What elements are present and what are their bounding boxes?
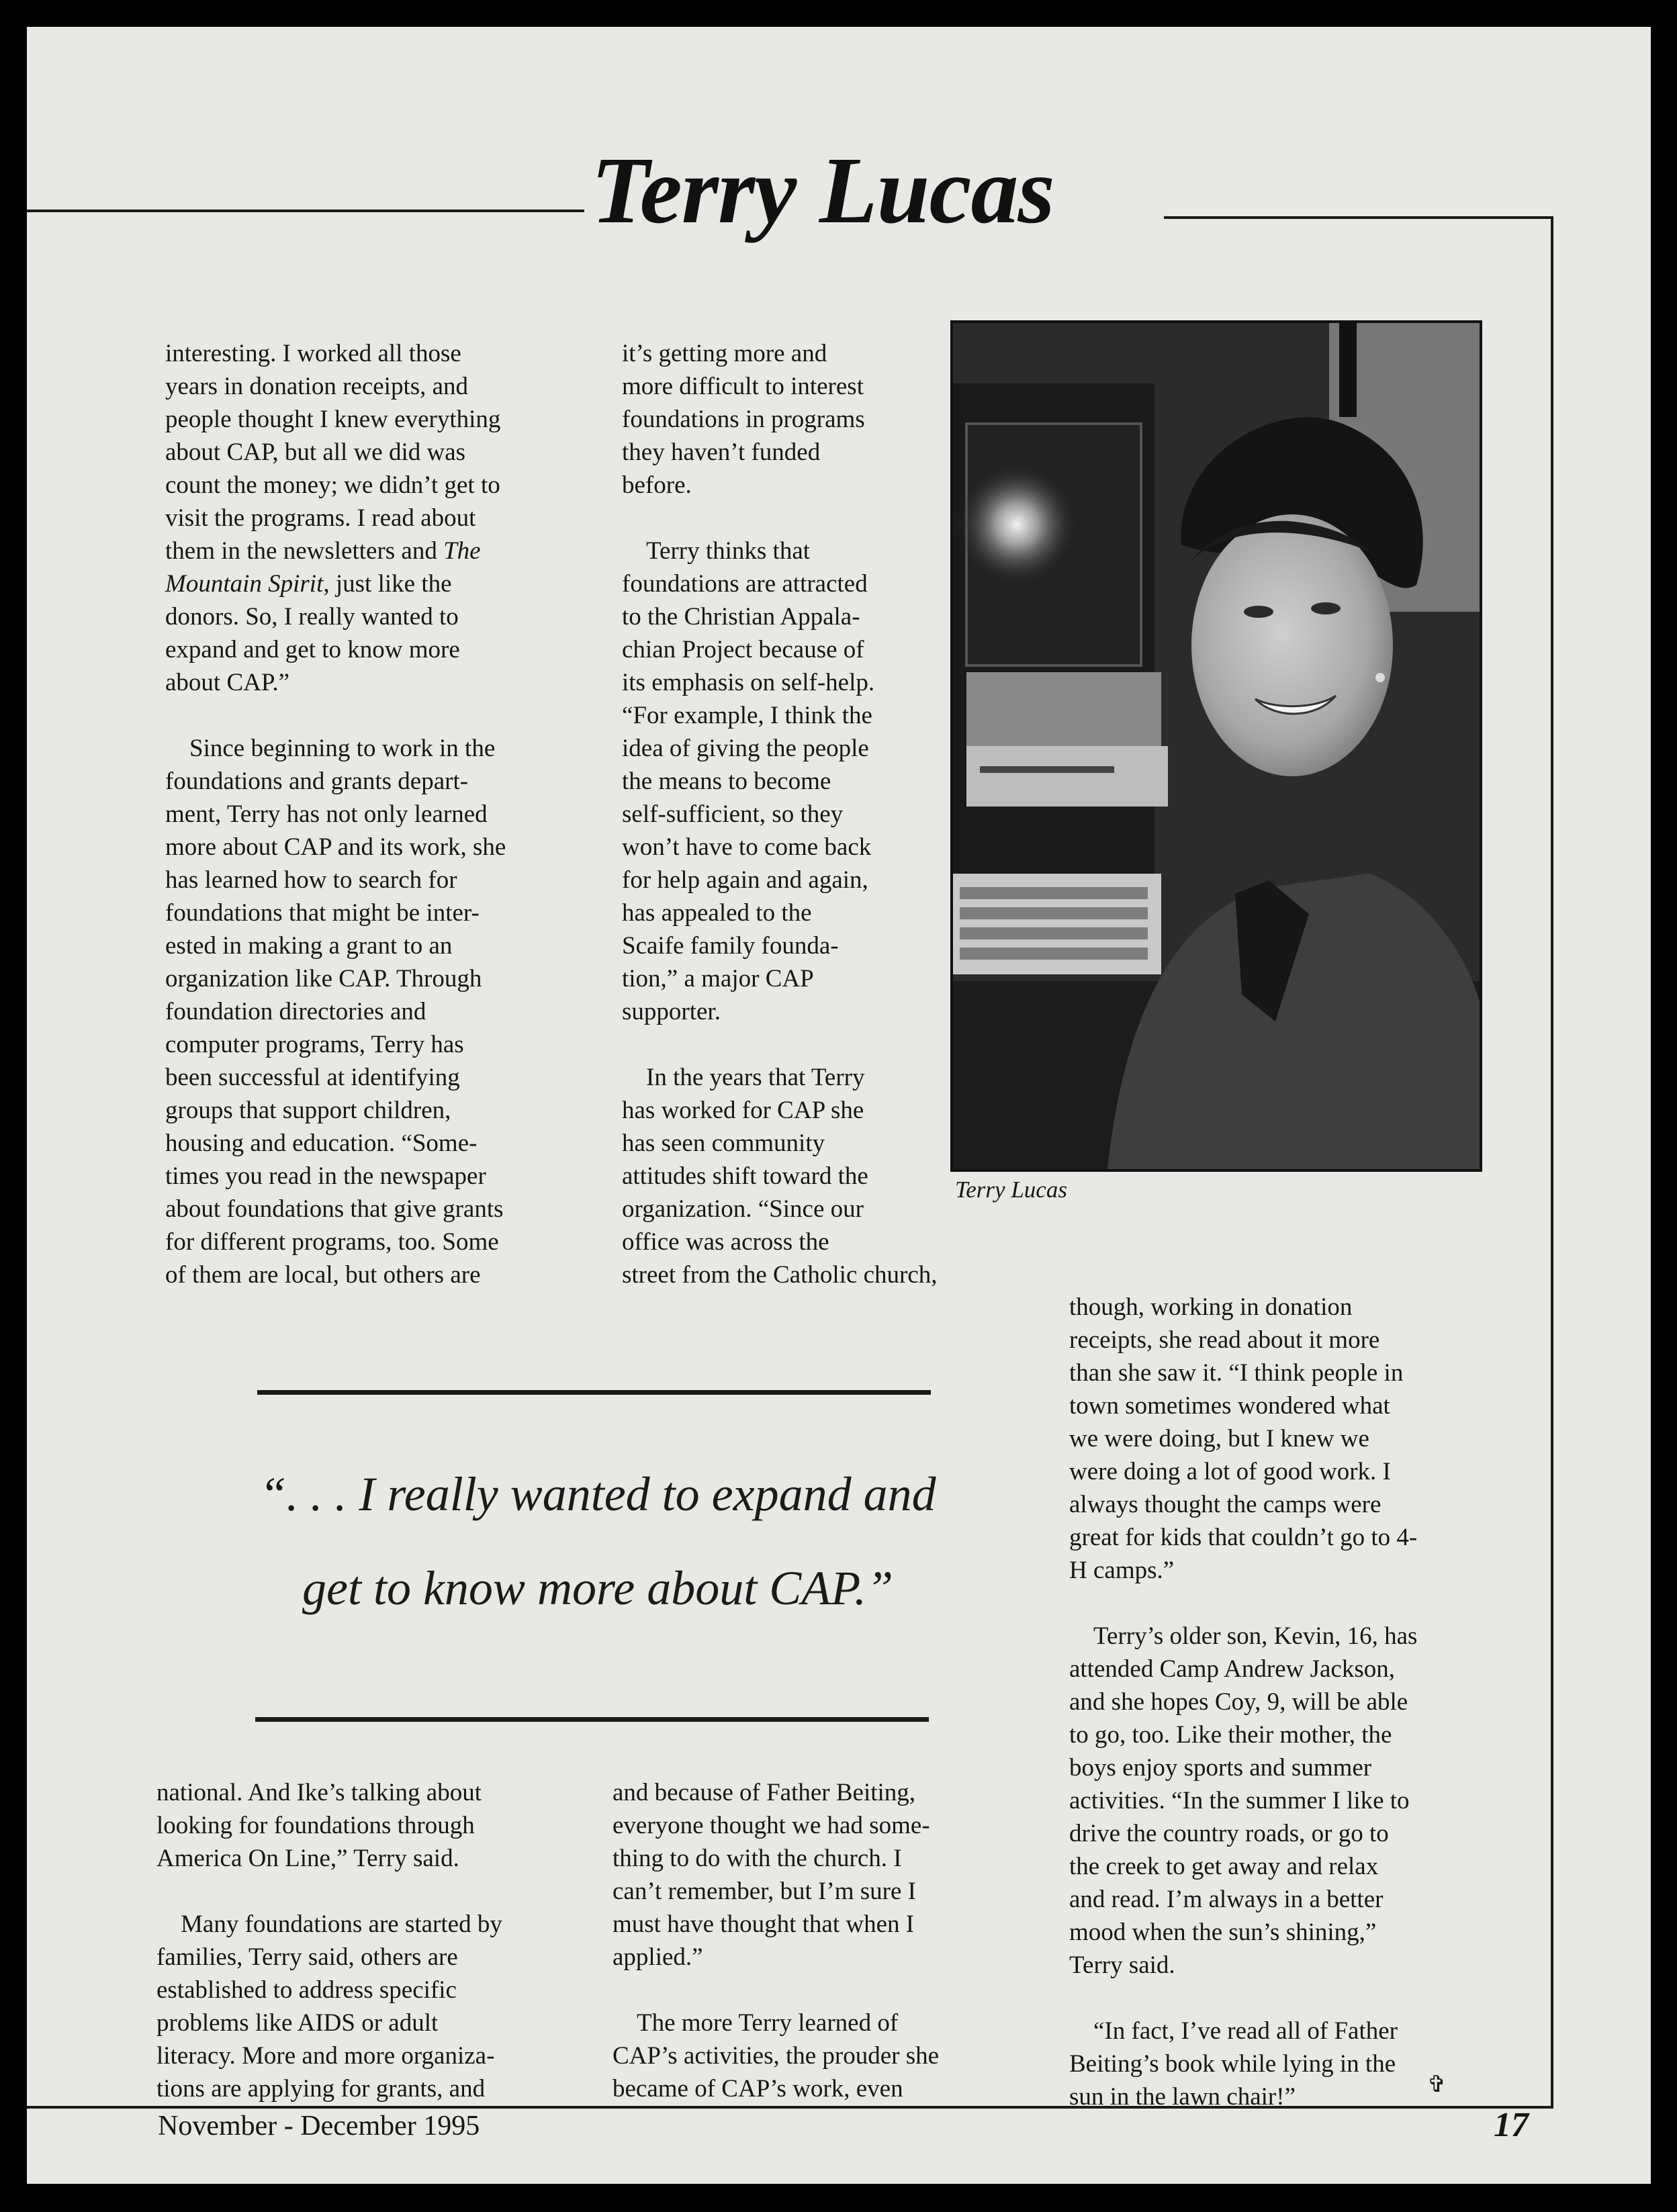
issue-date: November - December 1995 <box>158 2111 480 2141</box>
text-line: boys enjoy sports and summer <box>1069 1754 1372 1782</box>
text-line: The more Terry learned of <box>637 2009 899 2037</box>
header-rule-right <box>1164 216 1553 219</box>
text-line: established to address specific <box>156 1976 457 2004</box>
text-line: attitudes shift toward the <box>622 1162 868 1190</box>
text-line: foundations and grants depart- <box>165 768 469 795</box>
text-line: national. And Ike’s talking about <box>156 1779 482 1806</box>
text-line: chian Project because of <box>622 636 864 663</box>
pull-quote-line-1: “. . . I really wanted to expand and <box>259 1467 936 1521</box>
text-line: people thought I knew everything <box>165 406 501 433</box>
text-line: CAP’s activities, the prouder she <box>613 2042 940 2070</box>
column-bottom-left <box>156 1776 502 2105</box>
text-line: won’t have to come back <box>622 833 872 861</box>
text-line: great for kids that couldn’t go to 4- <box>1069 1524 1418 1551</box>
text-line: been successful at identifying <box>165 1064 460 1091</box>
column-right <box>1069 1291 1417 2113</box>
text-line: mood when the sun’s shining,” <box>1069 1919 1377 1946</box>
text-line: foundation directories and <box>165 998 426 1025</box>
text-line: attended Camp Andrew Jackson, <box>1069 1655 1395 1683</box>
text-line: though, working in donation <box>1069 1293 1353 1321</box>
text-line: groups that support children, <box>165 1097 451 1124</box>
text-line: office was across the <box>622 1228 829 1256</box>
text-line: receipts, she read about it more <box>1069 1326 1380 1354</box>
text-line: years in donation receipts, and <box>165 373 469 400</box>
text-line: America On Line,” Terry said. <box>156 1845 459 1872</box>
text-line: visit the programs. I read about <box>165 504 476 532</box>
text-line: expand and get to know more <box>165 636 460 663</box>
text-line: applied.” <box>613 1943 703 1971</box>
text-line: computer programs, Terry has <box>165 1031 464 1058</box>
end-mark-icon: ✞ <box>1427 2072 1447 2097</box>
text-line: idea of giving the people <box>622 735 869 762</box>
text-line: Mountain Spirit, just like the <box>165 570 452 598</box>
text-line: Terry said. <box>1069 1951 1175 1979</box>
text-line: times you read in the newspaper <box>165 1162 486 1190</box>
text-line: they haven’t funded <box>622 439 821 466</box>
text-line: “For example, I think the <box>622 702 872 729</box>
magazine-page <box>27 27 1651 2184</box>
text-line: Since beginning to work in the <box>189 735 496 762</box>
text-line: Beiting’s book while lying in the <box>1069 2050 1396 2078</box>
portrait-photo <box>950 320 1482 1172</box>
text-line: families, Terry said, others are <box>156 1943 458 1971</box>
column-top-left <box>165 337 506 1291</box>
text-line: town sometimes wondered what <box>1069 1392 1390 1420</box>
text-line: can’t remember, but I’m sure I <box>613 1878 916 1905</box>
text-line: the means to become <box>622 768 831 795</box>
text-line: and read. I’m always in a better <box>1069 1886 1384 1913</box>
text-line: has seen community <box>622 1130 825 1157</box>
text-line: about CAP.” <box>165 669 289 696</box>
text-line: to the Christian Appala- <box>622 603 860 631</box>
text-line: housing and education. “Some- <box>165 1130 478 1157</box>
text-line: drive the country roads, or go to <box>1069 1820 1389 1847</box>
text-line: more difficult to interest <box>622 373 864 400</box>
text-line: Terry thinks that <box>646 537 811 565</box>
text-line: tion,” a major CAP <box>622 965 814 993</box>
text-line: became of CAP’s work, even <box>613 2075 903 2103</box>
text-line: the creek to get away and relax <box>1069 1853 1379 1880</box>
text-line: Terry’s older son, Kevin, 16, has <box>1093 1622 1418 1650</box>
text-line: foundations are attracted <box>622 570 868 598</box>
text-line: count the money; we didn’t get to <box>165 471 500 499</box>
text-line: literacy. More and more organiza- <box>156 2042 495 2070</box>
text-line: has worked for CAP she <box>622 1097 864 1124</box>
pull-quote <box>248 1447 947 1635</box>
text-line: and because of Father Beiting, <box>613 1779 916 1806</box>
text-line: self-sufficient, so they <box>622 800 844 828</box>
text-line: sun in the lawn chair!” <box>1069 2083 1296 2111</box>
text-line: than she saw it. “I think people in <box>1069 1359 1404 1387</box>
text-line: has appealed to the <box>622 899 812 927</box>
text-line: were doing a lot of good work. I <box>1069 1458 1391 1485</box>
text-line: organization. “Since our <box>622 1195 864 1223</box>
text-line: we were doing, but I knew we <box>1069 1425 1369 1453</box>
text-line: In the years that Terry <box>646 1064 865 1091</box>
text-line: “In fact, I’ve read all of Father <box>1093 2017 1398 2045</box>
text-line: everyone thought we had some- <box>613 1812 930 1839</box>
text-line: its emphasis on self-help. <box>622 669 875 696</box>
article-title: Terry Lucas <box>591 137 1054 243</box>
text-line: to go, too. Like their mother, the <box>1069 1721 1392 1749</box>
text-line: always thought the camps were <box>1069 1491 1381 1518</box>
text-line: ested in making a grant to an <box>165 932 453 960</box>
text-line: Many foundations are started by <box>181 1910 502 1938</box>
text-line: interesting. I worked all those <box>165 340 461 367</box>
text-line: before. <box>622 471 692 499</box>
text-line: activities. “In the summer I like to <box>1069 1787 1410 1814</box>
text-line: of them are local, but others are <box>165 1261 481 1289</box>
text-line: tions are applying for grants, and <box>156 2075 486 2103</box>
header-rule-left <box>27 210 584 212</box>
frame-right-border <box>1551 216 1553 2109</box>
text-line: organization like CAP. Through <box>165 965 482 993</box>
text-line: it’s getting more and <box>622 340 827 367</box>
text-line: problems like AIDS or adult <box>156 2009 439 2037</box>
portrait-photo-image <box>953 323 1480 1169</box>
text-line: about CAP, but all we did was <box>165 439 466 466</box>
text-line: donors. So, I really wanted to <box>165 603 459 631</box>
text-line: for help again and again, <box>622 866 868 894</box>
text-line: supporter. <box>622 998 721 1025</box>
text-line: foundations that might be inter- <box>165 899 480 927</box>
text-line: and she hopes Coy, 9, will be able <box>1069 1688 1408 1716</box>
column-top-middle <box>622 337 938 1291</box>
pull-quote-line-2: get to know more about CAP.” <box>302 1561 893 1615</box>
photo-caption: Terry Lucas <box>955 1177 1067 1203</box>
pull-quote-rule-bottom <box>255 1717 929 1722</box>
text-line: more about CAP and its work, she <box>165 833 506 861</box>
text-line: ment, Terry has not only learned <box>165 800 488 828</box>
text-line: them in the newsletters and The <box>165 537 481 565</box>
column-bottom-middle <box>613 1776 939 2105</box>
text-line: foundations in programs <box>622 406 865 433</box>
text-line: looking for foundations through <box>156 1812 475 1839</box>
text-line: thing to do with the church. I <box>613 1845 902 1872</box>
text-line: street from the Catholic church, <box>622 1261 938 1289</box>
text-line: about foundations that give grants <box>165 1195 504 1223</box>
text-line: Scaife family founda- <box>622 932 839 960</box>
text-line: has learned how to search for <box>165 866 457 894</box>
text-line: H camps.” <box>1069 1557 1175 1584</box>
text-line: must have thought that when I <box>613 1910 915 1938</box>
text-line: for different programs, too. Some <box>165 1228 499 1256</box>
page-number: 17 <box>1494 2106 1529 2144</box>
pull-quote-rule-top <box>257 1390 931 1395</box>
